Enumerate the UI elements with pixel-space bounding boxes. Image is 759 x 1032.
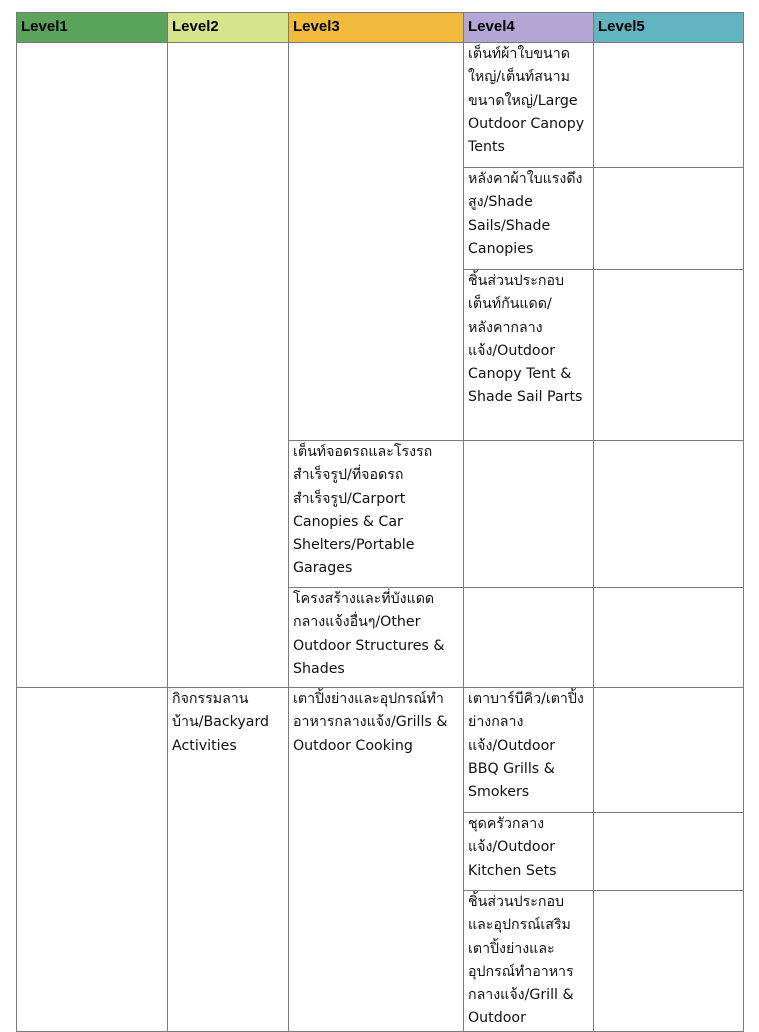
level4-cell <box>464 813 594 891</box>
level4-cell <box>464 688 594 813</box>
level3-text: เตาปิ้งย่างและอุปกรณ์ทำอาหารกลางแจ้ง/Grills & Outdoor Cooking <box>293 691 448 754</box>
level2-text: กิจกรรมลานบ้าน/Backyard Activities <box>172 691 270 754</box>
header-level4: Level4 <box>464 13 594 43</box>
level3-text: โครงสร้างและที่บังแดดกลางแจ้งอื่นๆ/Other Outdoor Structures & Shades <box>293 591 445 677</box>
level3-cell <box>289 688 464 1032</box>
level5-cell <box>594 588 744 688</box>
level3-cell <box>289 441 464 588</box>
level4-cell <box>464 168 594 270</box>
header-row <box>17 13 744 43</box>
category-table <box>16 12 744 1032</box>
level5-cell <box>594 688 744 813</box>
level4-text: เต็นท์ผ้าใบขนาดใหญ่/เต็นท์สนามขนาดใหญ่/Large Outdoor Canopy Tents <box>468 46 585 156</box>
level3-cell <box>289 588 464 688</box>
level2-cell <box>168 43 289 688</box>
level4-text: เตาบาร์บีคิว/เตาปิ้งย่างกลางแจ้ง/Outdoor BBQ Grills & Smokers <box>468 691 584 801</box>
level4-text: ชิ้นส่วนประกอบและอุปกรณ์เสริมเตาปิ้งย่างและอุปกรณ์ทำอาหารกลางแจ้ง/Grill & Outdoor <box>468 894 574 1027</box>
level1-cell <box>17 688 168 1032</box>
level4-cell <box>464 588 594 688</box>
level1-cell <box>17 43 168 688</box>
header-level5: Level5 <box>594 13 744 43</box>
level5-cell <box>594 441 744 588</box>
level4-cell <box>464 891 594 1032</box>
table-row <box>17 43 744 168</box>
level5-cell <box>594 813 744 891</box>
level4-cell <box>464 441 594 588</box>
level5-cell <box>594 270 744 441</box>
table-row <box>17 688 744 813</box>
level4-text: ชุดครัวกลางแจ้ง/Outdoor Kitchen Sets <box>468 816 557 879</box>
level5-cell <box>594 891 744 1032</box>
level4-cell <box>464 43 594 168</box>
category-table-page <box>16 12 744 1027</box>
level3-cell <box>289 43 464 441</box>
header-level2: Level2 <box>168 13 289 43</box>
level4-cell <box>464 270 594 441</box>
level4-text: ชิ้นส่วนประกอบเต็นท์กันแดด/หลังคากลางแจ้ง/Outdoor Canopy Tent & Shade Sail Parts <box>468 273 583 406</box>
level4-text: หลังคาผ้าใบแรงดึงสูง/Shade Sails/Shade Canopies <box>468 171 583 257</box>
level5-cell <box>594 168 744 270</box>
level5-cell <box>594 43 744 168</box>
level3-text: เต็นท์จอดรถและโรงรถสำเร็จรูป/ที่จอดรถสำเร็จรูป/Carport Canopies & Car Shelters/Portable Garages <box>293 444 433 577</box>
level2-cell <box>168 688 289 1032</box>
header-level3: Level3 <box>289 13 464 43</box>
header-level1: Level1 <box>17 13 168 43</box>
